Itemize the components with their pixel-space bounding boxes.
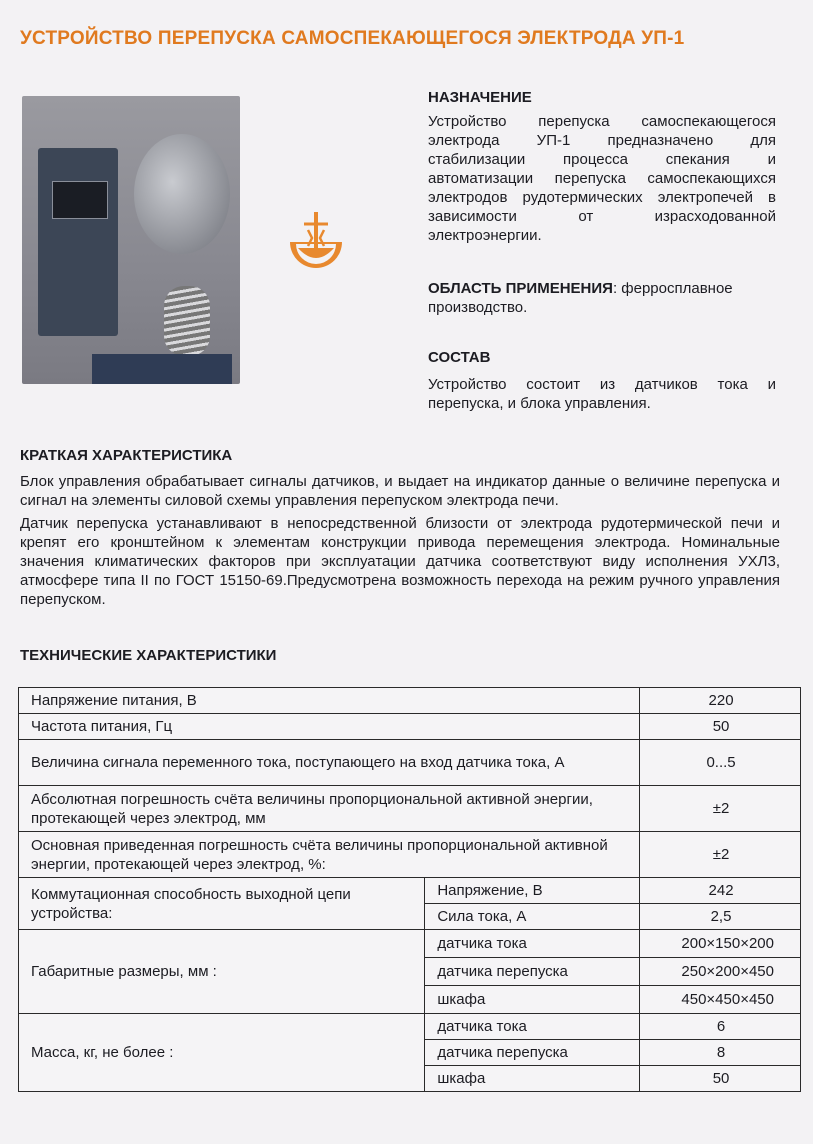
specs-table	[18, 687, 801, 1092]
brief-paragraph-1: Блок управления обрабатывает сигналы датчиков, и выдает на индикатор данные о величине перепуска и сигнал на элементы силовой схемы управления перепуском электрода печи.	[20, 473, 780, 509]
spec-value: 0...5	[640, 740, 801, 786]
sub-value: 242	[640, 878, 801, 904]
mass-label: Масса, кг, не более :	[19, 1014, 425, 1092]
device-photo	[22, 96, 240, 384]
sub-label: датчика перепуска	[425, 958, 640, 986]
sub-value: 50	[640, 1066, 801, 1092]
table-row	[19, 930, 801, 958]
sub-value: 8	[640, 1040, 801, 1066]
table-row	[19, 832, 801, 878]
table-row	[19, 688, 801, 714]
furnace-logo-icon	[284, 208, 348, 272]
sub-label: датчика тока	[425, 930, 640, 958]
brief-heading: КРАТКАЯ ХАРАКТЕРИСТИКА	[20, 447, 233, 464]
sub-value: 250×200×450	[640, 958, 801, 986]
application-heading: ОБЛАСТЬ ПРИМЕНЕНИЯ	[428, 280, 613, 297]
sub-value: 450×450×450	[640, 986, 801, 1014]
table-row	[19, 786, 801, 832]
sub-label: Сила тока, А	[425, 904, 640, 930]
purpose-text: Устройство перепуска самоспекающегося электрода УП-1 предназначено для стабилизации процесса спекания и автоматизации перепуска самоспекающихся электродов рудотермических электропечей в зависимости от израсходованной электроэнергии.	[428, 113, 776, 244]
specs-heading: ТЕХНИЧЕСКИЕ ХАРАКТЕРИСТИКИ	[20, 647, 277, 664]
table-row	[19, 714, 801, 740]
table-row	[19, 878, 801, 904]
purpose-heading: НАЗНАЧЕНИЕ	[428, 89, 532, 106]
sub-label: датчика тока	[425, 1014, 640, 1040]
sub-value: 6	[640, 1014, 801, 1040]
spec-value: 50	[640, 714, 801, 740]
application-block	[428, 279, 778, 317]
application-text: : ферросплавное производство.	[428, 280, 733, 316]
composition-text: Устройство состоит из датчиков тока и перепуска, и блока управления.	[428, 376, 776, 412]
spec-label: Величина сигнала переменного тока, поступающего на вход датчика тока, А	[19, 740, 640, 786]
composition-heading: СОСТАВ	[428, 349, 491, 366]
spec-value: 220	[640, 688, 801, 714]
sub-label: Напряжение, В	[425, 878, 640, 904]
spec-value: ±2	[640, 786, 801, 832]
table-row	[19, 1014, 801, 1040]
spec-value: ±2	[640, 832, 801, 878]
page-title: УСТРОЙСТВО ПЕРЕПУСКА САМОСПЕКАЮЩЕГОСЯ ЭЛЕКТРОДА УП-1	[20, 28, 685, 49]
spec-label: Напряжение питания, В	[19, 688, 640, 714]
spec-label: Основная приведенная погрешность счёта величины пропорциональной активной энергии, протекающей через электрод, %:	[19, 832, 640, 878]
spec-label: Частота питания, Гц	[19, 714, 640, 740]
sub-label: шкафа	[425, 1066, 640, 1092]
spec-label: Абсолютная погрешность счёта величины пропорциональной активной энергии, протекающей через электрод, мм	[19, 786, 640, 832]
sub-value: 200×150×200	[640, 930, 801, 958]
dimensions-label: Габаритные размеры, мм :	[19, 930, 425, 1014]
sub-label: шкафа	[425, 986, 640, 1014]
switching-label: Коммутационная способность выходной цепи устройства:	[19, 878, 425, 930]
table-row	[19, 740, 801, 786]
brief-paragraph-2: Датчик перепуска устанавливают в непосредственной близости от электрода рудотермической печи и крепят его кронштейном к элементам конструкции привода перемещения электрода. Номинальные значения климатических факторов при эксплуатации датчика соответствуют виду исполнения УХЛ3, атмосфере типа II по ГОСТ 15150-69.Предусмотрена возможность перехода на режим ручного управления перепуском.	[20, 515, 780, 608]
sub-value: 2,5	[640, 904, 801, 930]
sub-label: датчика перепуска	[425, 1040, 640, 1066]
